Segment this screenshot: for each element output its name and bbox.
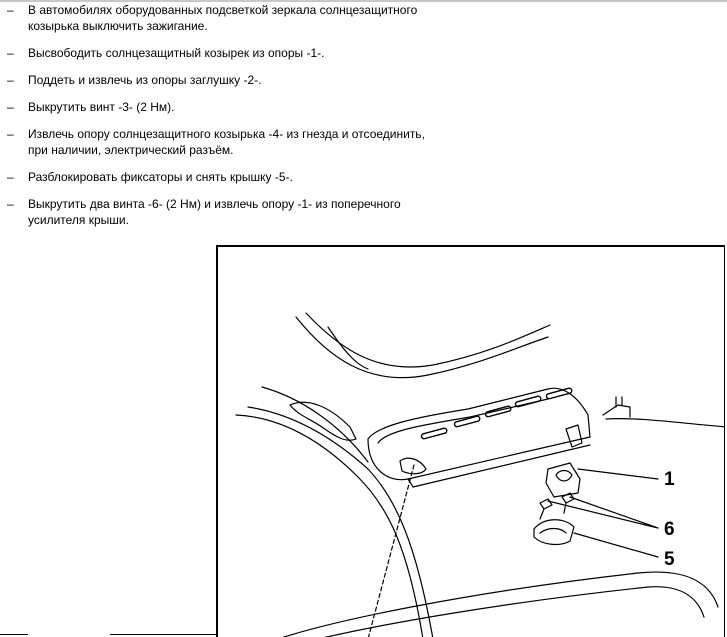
instruction-list [0, 2, 727, 239]
step-text: Поддеть и извлечь из опоры заглушку -2-. [28, 73, 262, 87]
step-text: Извлечь опору солнцезащитного козырька -4- из гнезда и отсоединить, при наличии, электрический разъём. [28, 127, 425, 157]
step-dash: – [7, 170, 14, 184]
step-text: Разблокировать фиксаторы и снять крышку -5-. [28, 170, 293, 184]
step-dash: – [7, 3, 14, 17]
step-text: Выкрутить винт -3- (2 Нм). [28, 100, 175, 114]
instruction-step [0, 126, 727, 158]
bottom-rule-left [0, 634, 28, 635]
instruction-step [0, 72, 727, 88]
instruction-step [0, 45, 727, 61]
step-dash: – [7, 46, 14, 60]
step-text: Выкрутить два винта -6- (2 Нм) и извлечь опору -1- из поперечного усилителя крыши. [28, 197, 401, 227]
step-dash: – [7, 197, 14, 211]
instruction-step [0, 169, 727, 185]
step-dash: – [7, 127, 14, 141]
step-text: Высвободить солнцезащитный козырек из опоры -1-. [28, 46, 325, 60]
instruction-step [0, 196, 727, 228]
step-dash: – [7, 73, 14, 87]
callout-6: 6 [664, 519, 675, 540]
callout-5: 5 [664, 549, 675, 570]
callout-labels [218, 247, 725, 637]
sun-visor-mount-illustration [216, 245, 725, 637]
bottom-rule-middle [110, 634, 216, 635]
instruction-step [0, 99, 727, 115]
step-text: В автомобилях оборудованных подсветкой зеркала солнцезащитного козырька выключить зажигание. [28, 3, 418, 33]
instruction-step [0, 2, 727, 34]
step-dash: – [7, 100, 14, 114]
callout-1: 1 [664, 469, 675, 490]
